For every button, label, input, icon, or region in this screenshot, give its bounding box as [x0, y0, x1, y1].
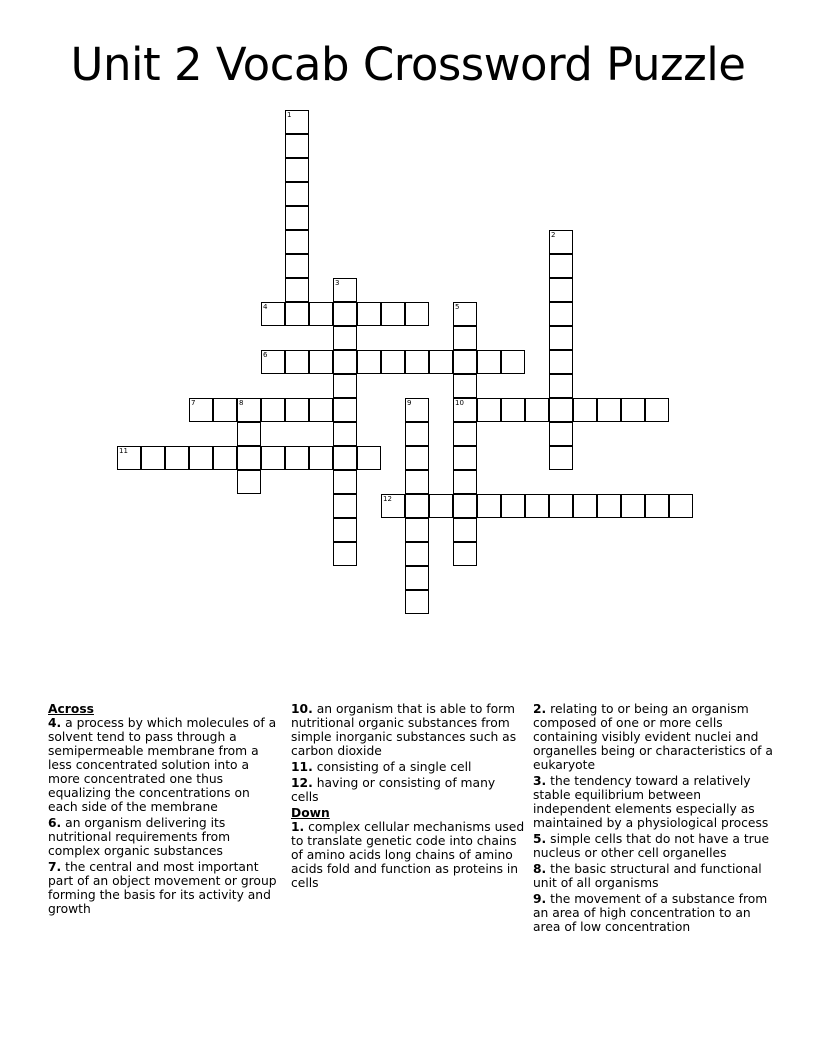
clue-text: the tendency toward a relatively stable equilibrium between independent elements especially as maintained by a physiological process [533, 774, 769, 830]
clue-number: 6. [48, 816, 62, 830]
grid-cell[interactable] [477, 398, 501, 422]
grid-cell[interactable] [237, 470, 261, 494]
grid-cell[interactable] [669, 494, 693, 518]
grid-cell[interactable] [405, 422, 429, 446]
across-clue [48, 816, 278, 858]
across-clue [48, 716, 278, 814]
cell-number: 4 [263, 303, 268, 311]
grid-cell[interactable] [189, 446, 213, 470]
grid-cell[interactable] [213, 398, 237, 422]
grid-cell[interactable] [549, 422, 573, 446]
grid-cell[interactable] [621, 398, 645, 422]
clue-text: simple cells that do not have a true nucleus or other cell organelles [533, 832, 770, 860]
clues-column-3 [533, 702, 773, 936]
grid-cell[interactable] [333, 278, 357, 302]
grid-cell[interactable] [405, 542, 429, 566]
clue-text: the basic structural and functional unit of all organisms [533, 862, 762, 890]
grid-cell[interactable] [333, 542, 357, 566]
clue-text: a process by which molecules of a solvent tend to pass through a semipermeable membrane from a less concentrated solution into a more concentrated one thus equalizing the concentrations on each side of the membrane [48, 716, 277, 814]
grid-cell[interactable] [117, 446, 141, 470]
grid-cell[interactable] [141, 446, 165, 470]
clue-number: 11. [291, 760, 313, 774]
cell-number: 8 [239, 399, 244, 407]
grid-cell[interactable] [285, 206, 309, 230]
down-clues-b [533, 702, 773, 934]
across-clues-a [48, 716, 278, 916]
down-clue [533, 774, 773, 830]
clue-text: the central and most important part of an object movement or group forming the basis for its activity and growth [48, 860, 277, 916]
down-heading: Down [291, 806, 330, 820]
grid-cell[interactable] [237, 398, 261, 422]
grid-cell[interactable] [549, 398, 573, 422]
grid-cell[interactable] [549, 374, 573, 398]
grid-cell[interactable] [405, 470, 429, 494]
grid-cell[interactable] [309, 446, 333, 470]
clue-number: 12. [291, 776, 313, 790]
grid-cell[interactable] [285, 446, 309, 470]
grid-cell[interactable] [549, 230, 573, 254]
clue-text: complex cellular mechanisms used to translate genetic code into chains of amino acids long chains of amino acids fold and function as proteins in cells [291, 820, 525, 890]
across-clue [291, 760, 526, 774]
grid-cell[interactable] [405, 494, 429, 518]
clue-number: 2. [533, 702, 547, 716]
grid-cell[interactable] [501, 398, 525, 422]
grid-cell[interactable] [597, 494, 621, 518]
grid-cell[interactable] [381, 302, 405, 326]
grid-cell[interactable] [285, 254, 309, 278]
grid-cell[interactable] [261, 350, 285, 374]
clue-text: the movement of a substance from an area of high concentration to an area of low concentration [533, 892, 768, 934]
grid-cell[interactable] [453, 494, 477, 518]
grid-cell[interactable] [501, 494, 525, 518]
grid-cell[interactable] [429, 494, 453, 518]
grid-cell[interactable] [261, 398, 285, 422]
grid-cell[interactable] [549, 326, 573, 350]
across-clue [48, 860, 278, 916]
grid-cell[interactable] [285, 182, 309, 206]
grid-cell[interactable] [333, 470, 357, 494]
grid-cell[interactable] [549, 302, 573, 326]
grid-cell[interactable] [285, 134, 309, 158]
down-clue [533, 892, 773, 934]
grid-cell[interactable] [453, 398, 477, 422]
grid-cell[interactable] [165, 446, 189, 470]
grid-cell[interactable] [333, 374, 357, 398]
grid-cell[interactable] [549, 278, 573, 302]
grid-cell[interactable] [381, 350, 405, 374]
grid-cell[interactable] [357, 446, 381, 470]
grid-cell[interactable] [573, 398, 597, 422]
grid-cell[interactable] [453, 446, 477, 470]
grid-cell[interactable] [453, 326, 477, 350]
grid-cell[interactable] [189, 398, 213, 422]
clue-text: having or consisting of many cells [291, 776, 496, 804]
grid-cell[interactable] [453, 302, 477, 326]
grid-cell[interactable] [477, 494, 501, 518]
clue-number: 10. [291, 702, 313, 716]
grid-cell[interactable] [621, 494, 645, 518]
grid-cell[interactable] [285, 110, 309, 134]
cell-number: 12 [383, 495, 392, 503]
down-clue [533, 832, 773, 860]
down-clue [533, 862, 773, 890]
grid-cell[interactable] [309, 302, 333, 326]
grid-cell[interactable] [285, 278, 309, 302]
grid-cell[interactable] [213, 446, 237, 470]
grid-cell[interactable] [453, 518, 477, 542]
grid-cell[interactable] [501, 350, 525, 374]
grid-cell[interactable] [549, 494, 573, 518]
clues-column-1 [48, 702, 278, 918]
grid-cell[interactable] [405, 590, 429, 614]
grid-cell[interactable] [405, 518, 429, 542]
grid-cell[interactable] [549, 446, 573, 470]
clue-number: 4. [48, 716, 62, 730]
grid-cell[interactable] [333, 446, 357, 470]
across-heading: Across [48, 702, 94, 716]
grid-cell[interactable] [525, 398, 549, 422]
grid-cell[interactable] [309, 350, 333, 374]
cell-number: 1 [287, 111, 292, 119]
grid-cell[interactable] [597, 398, 621, 422]
grid-cell[interactable] [285, 398, 309, 422]
grid-cell[interactable] [405, 350, 429, 374]
grid-cell[interactable] [333, 350, 357, 374]
grid-cell[interactable] [261, 446, 285, 470]
grid-cell[interactable] [285, 302, 309, 326]
grid-cell[interactable] [285, 158, 309, 182]
clue-number: 5. [533, 832, 547, 846]
page-title: Unit 2 Vocab Crossword Puzzle [70, 38, 746, 91]
grid-cell[interactable] [333, 398, 357, 422]
grid-cell[interactable] [333, 422, 357, 446]
grid-cell[interactable] [477, 350, 501, 374]
clue-number: 9. [533, 892, 547, 906]
grid-cell[interactable] [453, 374, 477, 398]
grid-cell[interactable] [453, 422, 477, 446]
cell-number: 2 [551, 231, 556, 239]
clue-number: 7. [48, 860, 62, 874]
clue-text: consisting of a single cell [316, 760, 472, 774]
grid-cell[interactable] [357, 302, 381, 326]
grid-cell[interactable] [333, 494, 357, 518]
cell-number: 11 [119, 447, 128, 455]
clue-number: 1. [291, 820, 305, 834]
grid-cell[interactable] [405, 446, 429, 470]
clue-number: 8. [533, 862, 547, 876]
grid-cell[interactable] [381, 494, 405, 518]
grid-cell[interactable] [333, 326, 357, 350]
grid-cell[interactable] [333, 302, 357, 326]
cell-number: 10 [455, 399, 464, 407]
grid-cell[interactable] [453, 350, 477, 374]
grid-cell[interactable] [405, 302, 429, 326]
grid-cell[interactable] [429, 350, 453, 374]
grid-cell[interactable] [285, 230, 309, 254]
grid-cell[interactable] [237, 446, 261, 470]
across-clue [291, 776, 526, 804]
grid-cell[interactable] [405, 398, 429, 422]
grid-cell[interactable] [453, 470, 477, 494]
grid-cell[interactable] [333, 518, 357, 542]
grid-cell[interactable] [549, 254, 573, 278]
grid-cell[interactable] [549, 350, 573, 374]
cell-number: 3 [335, 279, 340, 287]
clue-text: relating to or being an organism composed of one or more cells containing visibly evident nuclei and organelles being or characteristics of a eukaryote [533, 702, 773, 772]
clue-text: an organism delivering its nutritional requirements from complex organic substances [48, 816, 231, 858]
grid-cell[interactable] [261, 302, 285, 326]
cell-number: 9 [407, 399, 412, 407]
cell-number: 7 [191, 399, 196, 407]
down-clue [533, 702, 773, 772]
clue-number: 3. [533, 774, 547, 788]
grid-cell[interactable] [645, 494, 669, 518]
clue-text: an organism that is able to form nutritional organic substances from simple inorganic substances such as carbon dioxide [291, 702, 517, 758]
across-clues-b [291, 702, 526, 804]
clues-column-2 [291, 702, 526, 892]
down-clues-a [291, 820, 526, 890]
grid-cell[interactable] [309, 398, 333, 422]
grid-cell[interactable] [645, 398, 669, 422]
grid-cell[interactable] [453, 542, 477, 566]
across-clue [291, 702, 526, 758]
down-clue [291, 820, 526, 890]
grid-cell[interactable] [573, 494, 597, 518]
cell-number: 6 [263, 351, 268, 359]
grid-cell[interactable] [405, 566, 429, 590]
grid-cell[interactable] [285, 350, 309, 374]
grid-cell[interactable] [237, 422, 261, 446]
cell-number: 5 [455, 303, 460, 311]
grid-cell[interactable] [525, 494, 549, 518]
grid-cell[interactable] [357, 350, 381, 374]
